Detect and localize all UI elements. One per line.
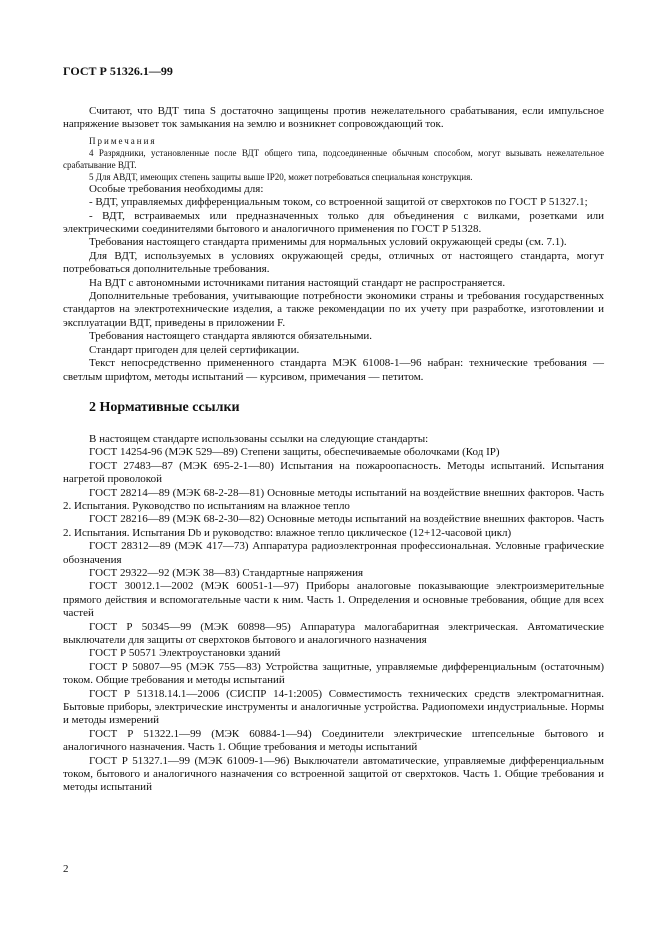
reference-item: ГОСТ 14254-96 (МЭК 529—89) Степени защиты, обеспечиваемые оболочками (Код IP): [89, 446, 500, 459]
paragraph: На ВДТ с автономными источниками питания настоящий стандарт не распространяется.: [89, 276, 506, 289]
page-number: 2: [63, 863, 69, 875]
page-header: ГОСТ Р 51326.1—99: [63, 64, 173, 78]
reference-item: ГОСТ 30012.1—2002 (МЭК 60051-1—97) Приборы аналоговые показывающие электроизмерительные прямого действия и вспомогательные части к ним. Часть 1. Определения и основные требования, общие для всех частей: [63, 580, 604, 620]
intro-paragraph: Считают, что ВДТ типа S достаточно защищены против нежелательного срабатывания, если импульсное напряжение вызовет ток замыкания на землю и возникнет сопровождающий ток.: [63, 105, 604, 131]
section-intro: В настоящем стандарте использованы ссылки на следующие стандарты:: [89, 432, 429, 445]
paragraph: Стандарт пригоден для целей сертификации.: [89, 343, 300, 356]
reference-item: ГОСТ 28214—89 (МЭК 68-2-28—81) Основные методы испытаний на воздействие внешних факторов. Часть 2. Испытания. Руководство по испытаниям на влажное тепло: [63, 486, 604, 512]
reference-item: ГОСТ 28216—89 (МЭК 68-2-30—82) Основные методы испытаний на воздействие внешних факторов. Часть 2. Испытания. Испытания Db и руководство: влажное тепло циклическое (12+12-часовой цикл): [63, 513, 604, 539]
reference-item: ГОСТ Р 51327.1—99 (МЭК 61009-1—96) Выключатели автоматические, управляемые дифференциальным током, бытового и аналогичного назначения со встроенной защитой от сверхтоков. Часть 1. Общие требования и методы испытаний: [63, 754, 604, 794]
special-requirements-lead: Особые требования необходимы для:: [89, 182, 264, 195]
reference-item: ГОСТ 29322—92 (МЭК 38—83) Стандартные напряжения: [89, 566, 364, 579]
reference-item: ГОСТ Р 50571 Электроустановки зданий: [89, 647, 281, 660]
section-title: 2 Нормативные ссылки: [89, 399, 240, 415]
paragraph: Требования настоящего стандарта являются обязательными.: [89, 330, 373, 343]
reference-item: ГОСТ 27483—87 (МЭК 695-2-1—80) Испытания на пожароопасность. Методы испытаний. Испытания нагретой проволокой: [63, 459, 604, 486]
reference-item: ГОСТ Р 50807—95 (МЭК 755—83) Устройства защитные, управляемые дифференциальным (остаточным) током. Общие требования и методы испытаний: [63, 660, 604, 687]
reference-item: ГОСТ 28312—89 (МЭК 417—73) Аппаратура радиоэлектронная профессиональная. Условные графические обозначения: [63, 540, 604, 566]
paragraph: Дополнительные требования, учитывающие потребности экономики страны и требования государственных стандартов на электротехнические изделия, а также рекомендации по их учету при разработке, изготовлении и эксплуатации ВДТ, приведены в приложении F.: [63, 290, 604, 329]
document-page: [63, 64, 604, 795]
note-item: 4 Разрядники, установленные после ВДТ общего типа, подсоединенные обычным способом, могут вызывать нежелательное срабатывание ВДТ.: [63, 147, 604, 170]
reference-item: ГОСТ Р 50345—99 (МЭК 60898—95) Аппаратура малогабаритная электрическая. Автоматические выключатели для защиты от сверхтоков бытового и аналогичного назначения: [63, 620, 604, 646]
paragraph: Требования настоящего стандарта применимы для нормальных условий окружающей среды (см. 7.1).: [89, 236, 567, 249]
list-item: - ВДТ, управляемых дифференциальным током, со встроенной защитой от сверхтоков по ГОСТ Р 51327.1;: [89, 196, 588, 209]
list-item: - ВДТ, встраиваемых или предназначенных только для объединения с вилками, розетками или электрическими соединителями бытового и аналогичного применения по ГОСТ Р 51328.: [63, 209, 604, 236]
notes-title: Примечания: [89, 135, 157, 146]
reference-item: ГОСТ Р 51318.14.1—2006 (СИСПР 14-1:2005) Совместимость технических средств электромагнитная. Бытовые приборы, электрические инструменты и аналогичные устройства. Радиопомехи индустриальные. Нормы и методы измерений: [63, 687, 604, 727]
note-item: 5 Для АВДТ, имеющих степень защиты выше IP20, может потребоваться специальная конструкция.: [89, 171, 473, 182]
reference-item: ГОСТ Р 51322.1—99 (МЭК 60884-1—94) Соединители электрические штепсельные бытового и аналогичного назначения. Часть 1. Общие требования и методы испытаний: [63, 727, 604, 754]
paragraph: Для ВДТ, используемых в условиях окружающей среды, отличных от настоящего стандарта, могут потребоваться дополнительные требования.: [63, 249, 604, 276]
paragraph: Текст непосредственно примененного стандарта МЭК 61008-1—96 набран: технические требования — светлым шрифтом, методы испытаний — курсивом, примечания — петитом.: [63, 357, 604, 383]
